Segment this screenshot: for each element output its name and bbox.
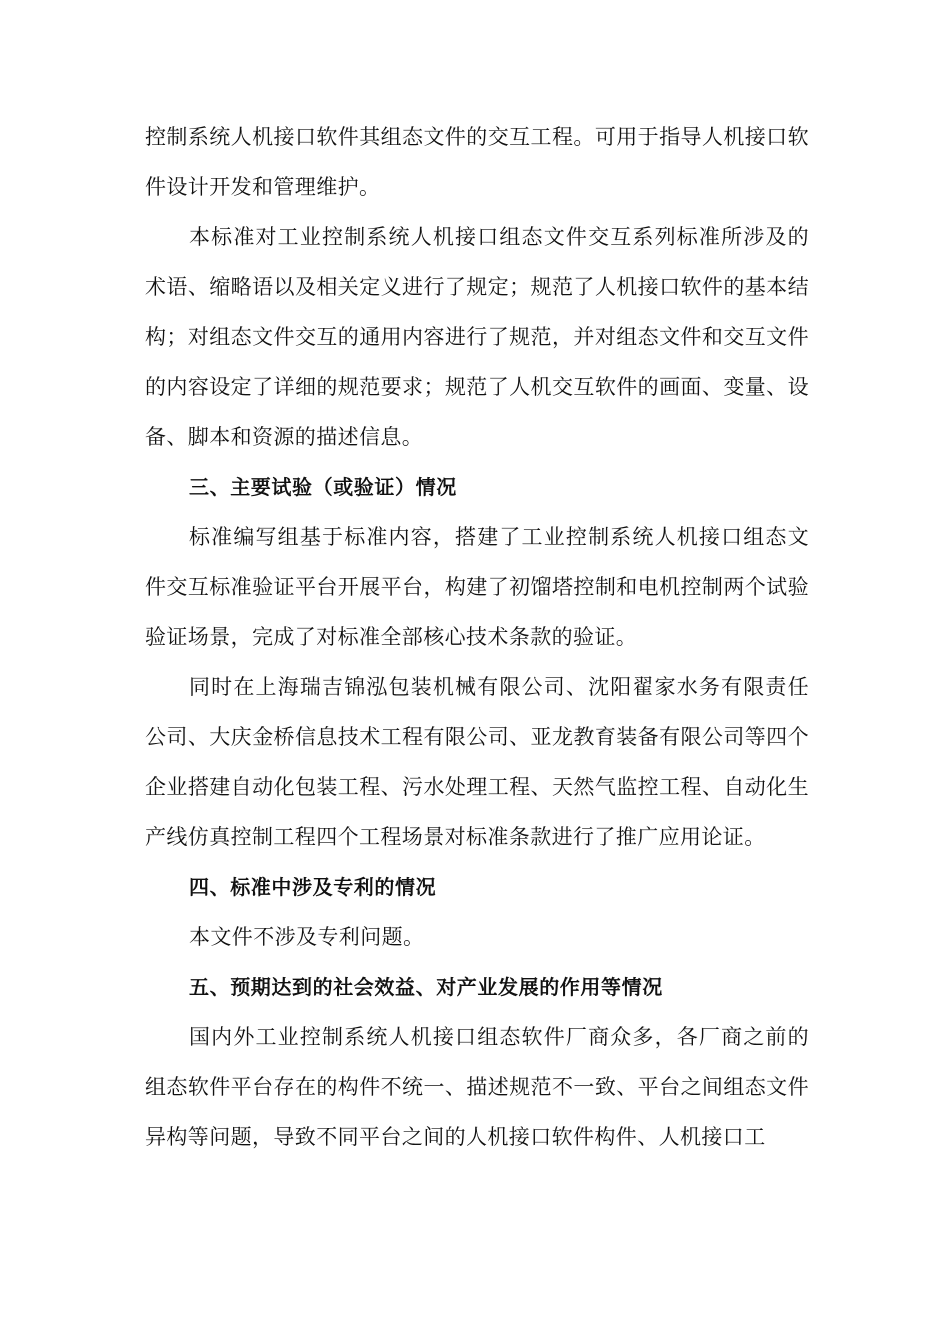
paragraph-standard-scope: 本标准对工业控制系统人机接口组态文件交互系列标准所涉及的术语、缩略语以及相关定义进行了规定；规范了人机接口软件的基本结构；对组态文件交互的通用内容进行了规范，并对组态文件和交互文件的内容设定了详细的规范要求；规范了人机交互软件的画面、变量、设备、脚本和资源的描述信息。 [145, 225, 809, 449]
paragraph-verification-platform: 标准编写组基于标准内容，搭建了工业控制系统人机接口组态文件交互标准验证平台开展平台，构建了初馏塔控制和电机控制两个试验验证场景，完成了对标准全部核心技术条款的验证。 [145, 525, 809, 649]
paragraph-continuation: 控制系统人机接口软件其组态文件的交互工程。可用于指导人机接口软件设计开发和管理维护。 [145, 125, 809, 199]
paragraph-application-cases: 同时在上海瑞吉锦泓包装机械有限公司、沈阳翟家水务有限责任公司、大庆金桥信息技术工程有限公司、亚龙教育装备有限公司等四个企业搭建自动化包装工程、污水处理工程、天然气监控工程、自动化生产线仿真控制工程四个工程场景对标准条款进行了推广应用论证。 [145, 675, 809, 849]
document-body [145, 112, 809, 1162]
paragraph-patent-statement: 本文件不涉及专利问题。 [189, 925, 425, 949]
heading-section-3: 三、主要试验（或验证）情况 [189, 475, 457, 499]
heading-section-5: 五、预期达到的社会效益、对产业发展的作用等情况 [189, 975, 663, 999]
paragraph-social-benefit: 国内外工业控制系统人机接口组态软件厂商众多，各厂商之前的组态软件平台存在的构件不统一、描述规范不一致、平台之间组态文件异构等问题，导致不同平台之间的人机接口软件构件、人机接口工 [145, 1025, 809, 1149]
heading-section-4: 四、标准中涉及专利的情况 [189, 875, 437, 899]
